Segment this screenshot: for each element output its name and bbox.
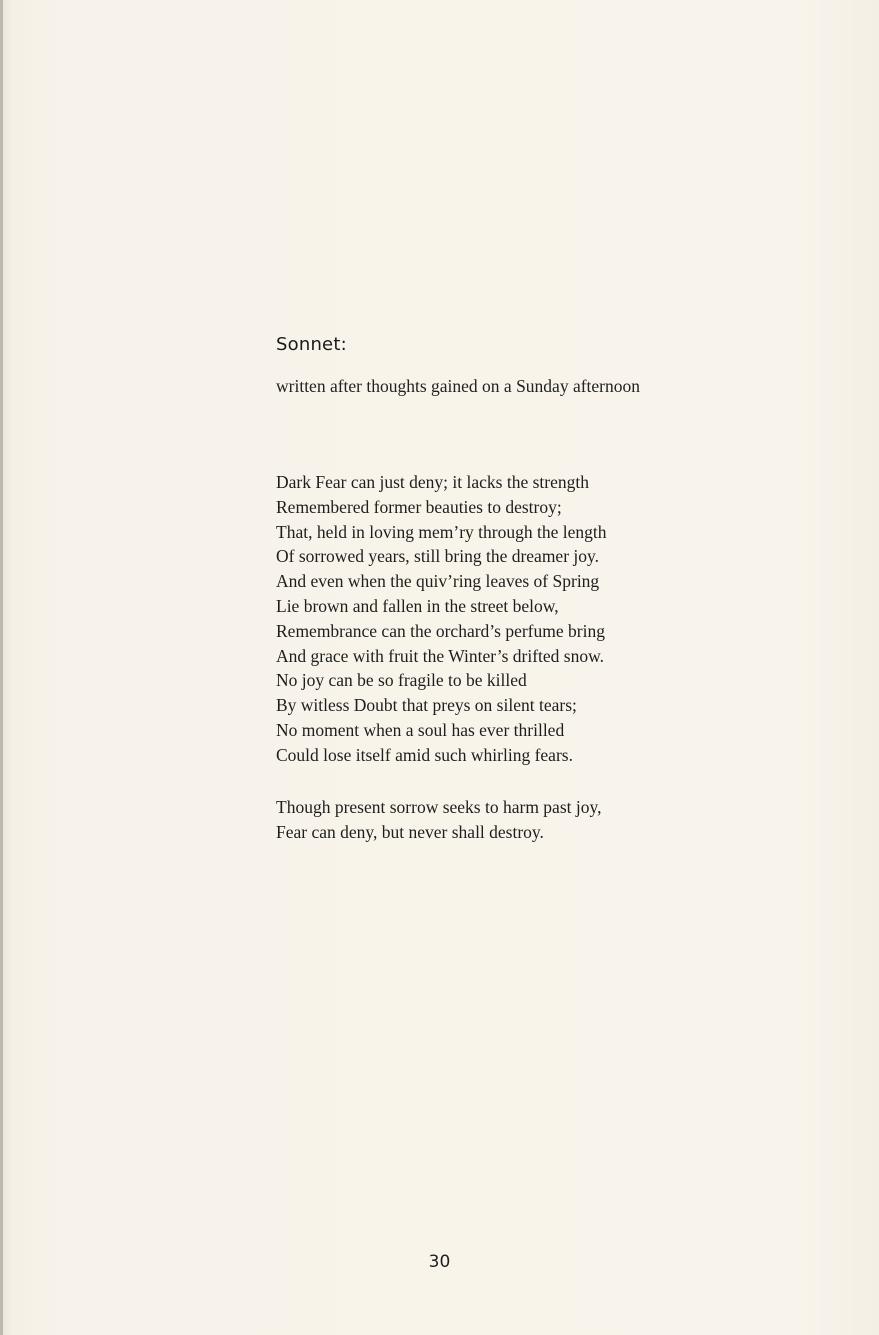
poem-line: No moment when a soul has ever thrilled (276, 719, 565, 740)
poem-line: Could lose itself amid such whirling fears. (276, 744, 573, 765)
poem-line: No joy can be so fragile to be killed (276, 670, 527, 691)
poem-line: Fear can deny, but never shall destroy. (276, 821, 544, 842)
poem-line: By witless Doubt that preys on silent tears; (276, 695, 577, 716)
poem-subtitle: written after thoughts gained on a Sunday afternoon (276, 376, 640, 396)
binding-edge (0, 0, 3, 1335)
poem-line: And even when the quiv’ring leaves of Spring (276, 571, 600, 592)
poem-line: Though present sorrow seeks to harm past joy, (276, 797, 602, 817)
poem-line: Of sorrowed years, still bring the dreamer joy. (276, 546, 600, 567)
poem-title: Sonnet: (276, 334, 347, 355)
poem-line: Dark Fear can just deny; it lacks the strength (276, 472, 589, 492)
stanza-couplet (276, 795, 601, 845)
page-number: 30 (428, 1252, 451, 1272)
stanza-main (276, 470, 607, 768)
poem-line: And grace with fruit the Winter’s drifted snow. (276, 645, 604, 666)
poem-line: That, held in loving mem’ry through the length (276, 521, 607, 542)
poem-line: Lie brown and fallen in the street below, (276, 595, 559, 616)
poem-line: Remembered former beauties to destroy; (276, 496, 562, 517)
poem-line: Remembrance can the orchard’s perfume bring (276, 620, 605, 641)
